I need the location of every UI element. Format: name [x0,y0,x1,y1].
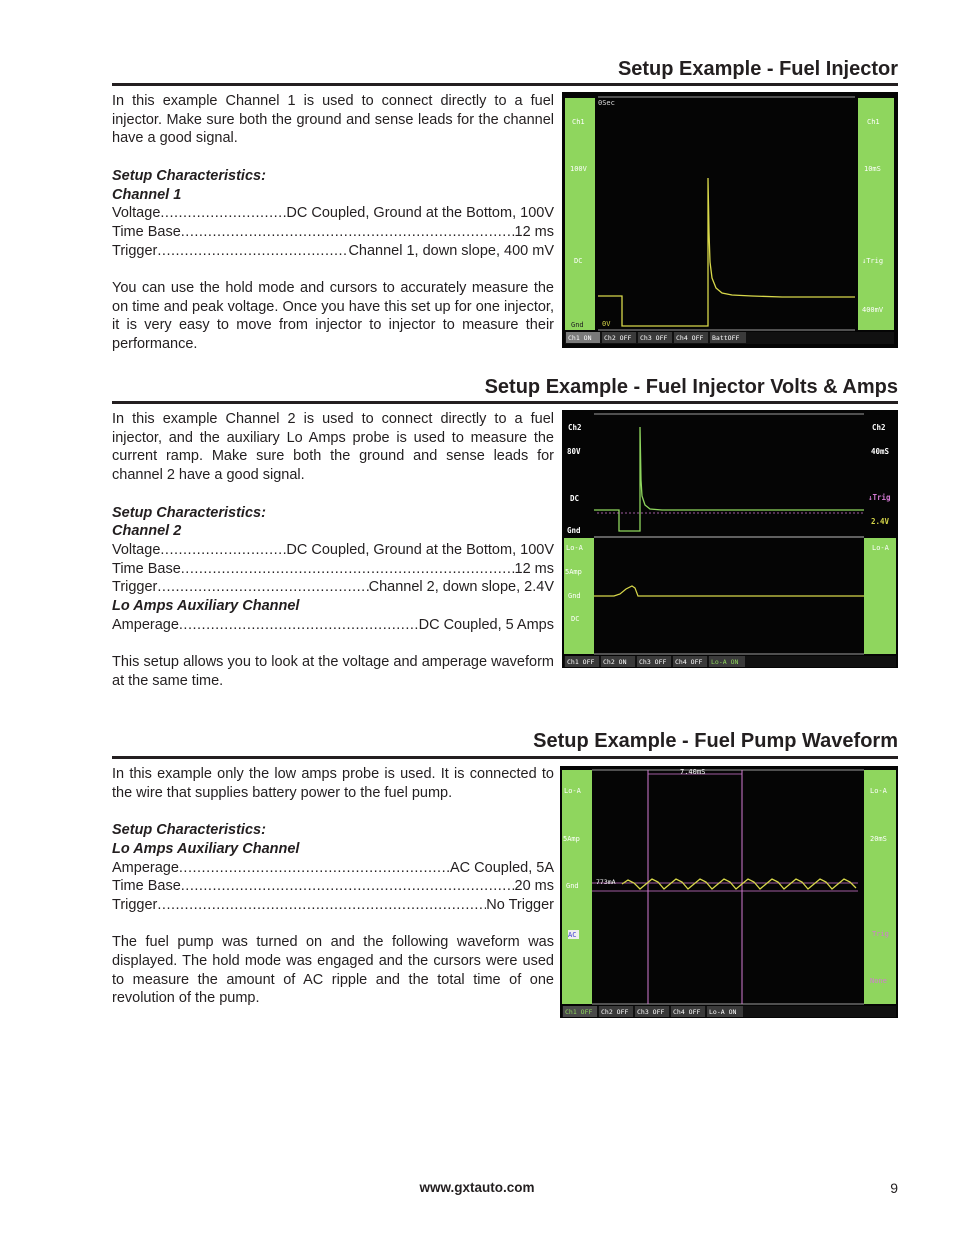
spec-row [112,223,554,242]
scope-right-label: ↓Trig [868,493,891,502]
scope-left-label: Lo-A [564,787,581,795]
setup-heading: Setup Characteristics: [112,504,266,521]
section-rule [112,83,898,86]
spec-value: 20 ms [514,878,554,895]
spec-value: No Trigger [486,896,554,913]
scope-right-label: None [870,977,887,985]
spec-value: DC Coupled, 5 Amps [418,616,554,633]
spec-label: Trigger [112,579,158,596]
scope-trace-label: 0V [602,320,611,328]
spec-label: Time Base [112,878,181,895]
setup-heading: Setup Characteristics: [112,822,266,839]
spec-row [112,859,554,878]
section-title: Setup Example - Fuel Pump Waveform [533,730,898,752]
scope-status-bar [563,1006,743,1017]
scope-right-label: 10mS [864,165,881,173]
status-item: Ch2 OFF [604,334,632,342]
setup-heading: Setup Characteristics: [112,167,266,184]
spec-row [112,616,554,635]
section-text [112,765,554,1008]
status-item: Ch4 OFF [673,1008,701,1016]
status-item: Ch1 OFF [565,1008,593,1016]
section-text [112,92,554,354]
spec-label: Time Base [112,223,181,240]
scope-left-label: Ch2 [568,423,582,432]
scope-left-label: Lo-A [566,544,583,552]
spec-value: DC Coupled, Ground at the Bottom, 100V [286,541,554,558]
section-rule [112,756,898,759]
intro-paragraph: In this example Channel 2 is used to connect directly to a fuel injector, and the auxiliary Lo Amps probe is used to measure the current ramp. Make sure both the ground and sense leads for channel 2 have a good signal. [112,411,554,484]
scope-left-label: 5Amp [565,568,582,576]
scope-screenshot-fuel-injector [562,92,898,348]
channel-heading: Channel 2 [112,523,182,540]
status-item: Ch3 OFF [639,658,667,666]
section-title: Setup Example - Fuel Injector [617,58,898,80]
status-item: Ch4 OFF [675,658,703,666]
spec-row [112,560,554,579]
intro-paragraph: In this example only the low amps probe is used. It is connected to the wire that supplies battery power to the fuel pump. [112,766,554,801]
status-item: Ch4 OFF [676,334,704,342]
status-item: Ch1 ON [568,334,592,342]
intro-paragraph: In this example Channel 1 is used to connect directly to a fuel injector. Make sure both the ground and sense leads for the channel have a good signal. [112,93,554,147]
outro-paragraph: You can use the hold mode and cursors to accurately measure the on time and peak voltage. Once you have this set up for one injector, it is very easy to move from injector to injector to measure their performance. [112,280,554,353]
scope-right-label: ↓Trig [862,257,884,265]
scope-left-label: 5Amp [563,835,580,843]
section-text [112,410,554,691]
outro-paragraph: The fuel pump was turned on and the following waveform was displayed. The hold mode was engaged and the cursors were used to measure the amount of AC ripple and the total time of one revolution of the pump. [112,934,554,1007]
status-item: Lo-A ON [711,658,739,666]
spec-value: DC Coupled, Ground at the Bottom, 100V [286,205,554,222]
scope-right-label: 400mV [862,306,884,314]
spec-label: Amperage [112,859,179,876]
status-item: Ch2 OFF [601,1008,629,1016]
scope-left-label: Gnd [571,321,584,329]
status-item: Ch1 OFF [567,658,595,666]
spec-value: 12 ms [514,560,554,577]
scope-right-label: Lo-A [870,787,887,795]
status-item: Ch2 ON [603,658,627,666]
scope-right-label: Ch1 [867,118,880,126]
outro-paragraph: This setup allows you to look at the voltage and amperage waveform at the same time. [112,654,554,689]
scope-right-label: 20mS [870,835,887,843]
scope-left-label: DC [570,494,580,503]
scope-left-label: Gnd [568,592,581,600]
scope-left-label: DC [574,257,583,265]
scope-left-label: 80V [567,447,581,456]
scope-right-label: Ch2 [872,423,886,432]
scope-screenshot-volts-amps [562,410,898,668]
scope-top-label: 0Sec [598,99,615,107]
scope-left-label: DC [571,615,580,623]
spec-row [112,541,554,560]
footer-url: www.gxtauto.com [419,1180,535,1195]
spec-value: 12 ms [514,223,554,240]
aux-heading: Lo Amps Auxiliary Channel [112,598,300,615]
scope-screenshot-fuel-pump [560,766,898,1018]
spec-row [112,578,554,597]
spec-label: Trigger [112,896,158,913]
section-title: Setup Example - Fuel Injector Volts & Amps [484,376,898,398]
scope-left-label: Gnd [567,526,581,535]
section-rule [112,401,898,404]
scope-left-label: Ch1 [572,118,585,126]
channel-heading: Lo Amps Auxiliary Channel [112,840,300,857]
scope-left-label: 100V [570,165,587,173]
spec-value: Channel 1, down slope, 400 mV [348,242,554,259]
scope-right-label: 2.4V [871,517,890,526]
spec-row [112,242,554,261]
scope-right-label: Lo-A [872,544,889,552]
spec-row [112,877,554,896]
spec-label: Voltage [112,541,161,558]
spec-row [112,204,554,223]
scope-right-label: Trig [872,930,889,938]
spec-label: Amperage [112,616,179,633]
status-item: BattOFF [712,334,740,342]
spec-label: Voltage [112,205,161,222]
page-number: 9 [890,1180,898,1196]
scope-right-label: 40mS [871,447,890,456]
status-item: Ch3 OFF [637,1008,665,1016]
spec-label: Trigger [112,242,158,259]
spec-label: Time Base [112,560,181,577]
scope-status-bar [565,656,745,667]
scope-left-label: Gnd [566,882,579,890]
scope-left-label: AC [568,931,577,939]
status-item: Lo-A ON [709,1008,737,1016]
status-item: Ch3 OFF [640,334,668,342]
spec-value: AC Coupled, 5A [450,859,554,876]
spec-row [112,896,554,915]
spec-value: Channel 2, down slope, 2.4V [368,579,554,596]
scope-trace-label: 773mA [596,878,616,886]
scope-status-bar [566,332,746,343]
scope-top-label: 7.40mS [680,768,706,776]
channel-heading: Channel 1 [112,186,182,203]
